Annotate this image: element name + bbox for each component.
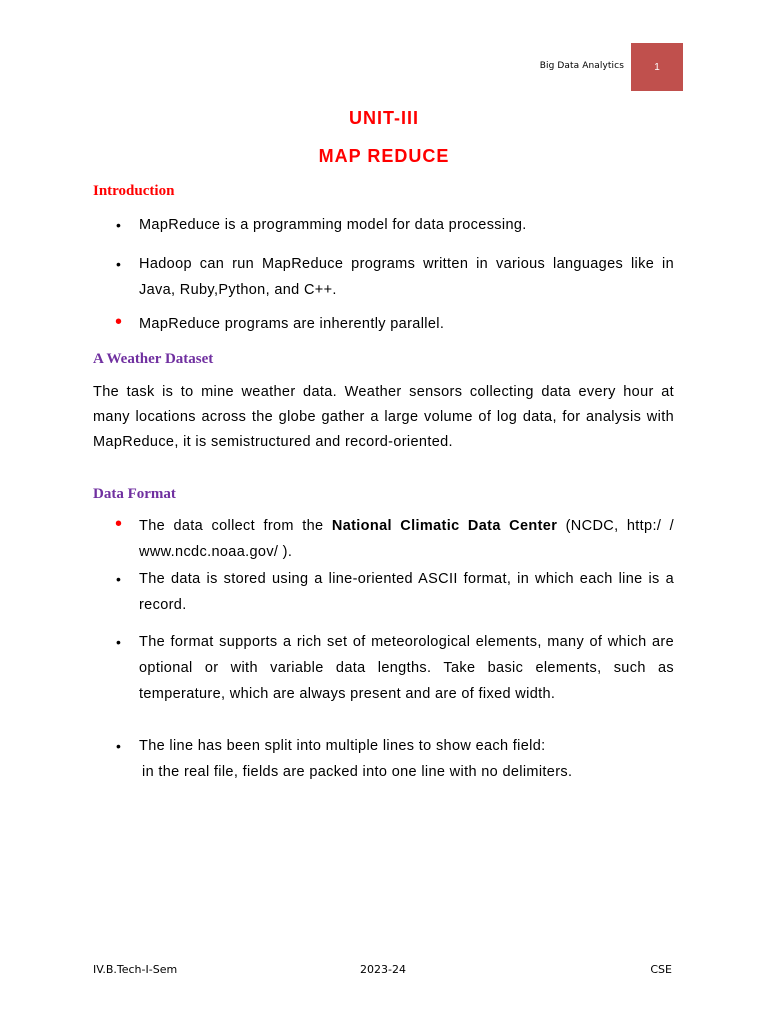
format-bullet-2-text: The data is stored using a line-oriented ASCII format, in which each line is a record. [139, 571, 674, 613]
weather-paragraph: The task is to mine weather data. Weather sensors collecting data every hour at many locations across the globe gather a large volume of log data, for analysis with MapReduce, it is semistructured and record-oriented. [93, 384, 674, 450]
intro-bullet-1 [116, 212, 674, 238]
weather-dataset-heading: A Weather Dataset [93, 351, 214, 367]
page-number: 1 [654, 61, 660, 73]
format-bullet-3-text: The format supports a rich set of meteorological elements, many of which are optional or with variable data lengths. Take basic elements, such as temperature, which are always present and are of fixed width. [139, 634, 674, 702]
format-bullet-1-prefix: The data collect from the [139, 518, 324, 534]
bullet-icon: • [116, 256, 122, 272]
red-bullet-icon: • [115, 513, 123, 535]
header-title: Big Data Analytics [539, 61, 624, 71]
intro-bullet-3-text: MapReduce programs are inherently parallel. [139, 316, 445, 332]
data-format-heading: Data Format [93, 486, 176, 502]
intro-bullet-2 [116, 251, 674, 303]
bullet-icon: • [116, 634, 122, 650]
footer-year: 2023-24 [360, 963, 406, 976]
intro-bullet-3 [115, 311, 674, 337]
intro-bullet-1-text: MapReduce is a programming model for data processing. [139, 217, 527, 233]
ncdc-name: National Climatic Data Center [331, 518, 558, 534]
bullet-icon: • [116, 571, 122, 587]
page-title: MAP REDUCE [318, 146, 450, 166]
unit-title: UNIT-III [349, 108, 419, 128]
format-bullet-4-line-1: The line has been split into multiple lines to show each field: [139, 738, 546, 754]
bullet-icon: • [116, 217, 122, 233]
format-bullet-4 [116, 733, 674, 785]
bullet-icon: • [116, 738, 122, 754]
intro-bullet-2-text: Hadoop can run MapReduce programs written in various languages like in Java, Ruby,Python, and C++. [139, 256, 674, 298]
footer-dept: CSE [650, 963, 672, 976]
format-bullet-1 [115, 513, 675, 565]
introduction-heading: Introduction [93, 183, 175, 199]
page-number-box [631, 43, 683, 91]
format-bullet-2 [116, 566, 674, 618]
red-bullet-icon: • [115, 311, 123, 333]
format-bullet-3 [116, 629, 674, 707]
format-bullet-4-line-2: in the real file, fields are packed into one line with no delimiters. [142, 764, 573, 780]
footer-course: IV.B.Tech-I-Sem [93, 963, 178, 976]
format-bullet-1-suffix: (NCDC, http:/ / www.ncdc.noaa.gov/ ). [139, 518, 675, 560]
